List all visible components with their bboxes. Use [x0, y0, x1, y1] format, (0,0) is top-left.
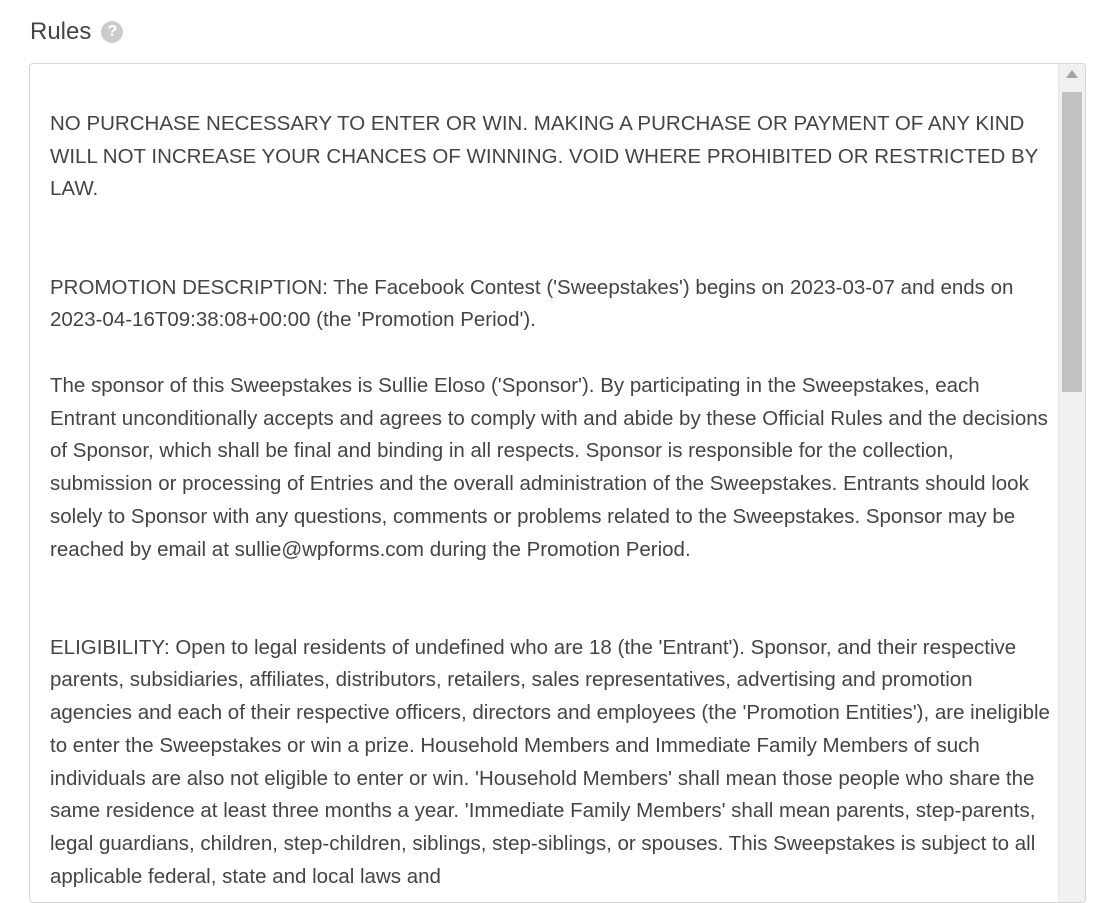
- rules-field-label: [30, 18, 123, 46]
- rules-label-text: Rules: [30, 18, 92, 45]
- rules-paragraph-no-purchase: NO PURCHASE NECESSARY TO ENTER OR WIN. MAKING A PURCHASE OR PAYMENT OF ANY KIND WILL NOT INCREASE YOUR CHANCES OF WINNING. VOID WHERE PROHIBITED OR RESTRICTED BY LAW.: [50, 112, 1038, 201]
- question-circle-icon[interactable]: ?: [101, 21, 123, 43]
- rules-paragraph-eligibility: ELIGIBILITY: Open to legal residents of undefined who are 18 (the 'Entrant'). Sponsor, and their respective parents, subsidiaries, affiliates, distributors, retailers, sales representatives, advertising and promotion agencies and each of their respective officers, directors and employees (the 'Promotion Entities'), are ineligible to enter the Sweepstakes or win a prize. Household Members and Immediate Family Members of such individuals are also not eligible to enter or win. 'Household Members' shall mean those people who share the same residence at least three months a year. 'Immediate Family Members' shall mean parents, step-parents, legal guardians, children, step-children, siblings, step-siblings, or spouses. This Sweepstakes is subject to all applicable federal, state and local laws and: [50, 635, 1050, 888]
- rules-paragraph-promotion-description: PROMOTION DESCRIPTION: The Facebook Contest ('Sweepstakes') begins on 2023-03-07 and ends on 2023-04-16T09:38:08+00:00 (the 'Promotion Period').: [50, 275, 1014, 332]
- rules-content: [50, 108, 1050, 893]
- rules-textarea[interactable]: [29, 63, 1086, 903]
- scroll-up-arrow-icon[interactable]: [1066, 70, 1078, 78]
- vertical-scrollbar[interactable]: [1058, 64, 1085, 902]
- scrollbar-thumb[interactable]: [1062, 92, 1082, 392]
- rules-paragraph-sponsor: The sponsor of this Sweepstakes is Sullie Eloso ('Sponsor'). By participating in the Sweepstakes, each Entrant unconditionally accepts and agrees to comply with and abide by these Official Rules and the decisions of Sponsor, which shall be final and binding in all respects. Sponsor is responsible for the collection, submission or processing of Entries and the overall administration of the Sweepstakes. Entrants should look solely to Sponsor with any questions, comments or problems related to the Sweepstakes. Sponsor may be reached by email at sullie@wpforms.com during the Promotion Period.: [50, 374, 1048, 561]
